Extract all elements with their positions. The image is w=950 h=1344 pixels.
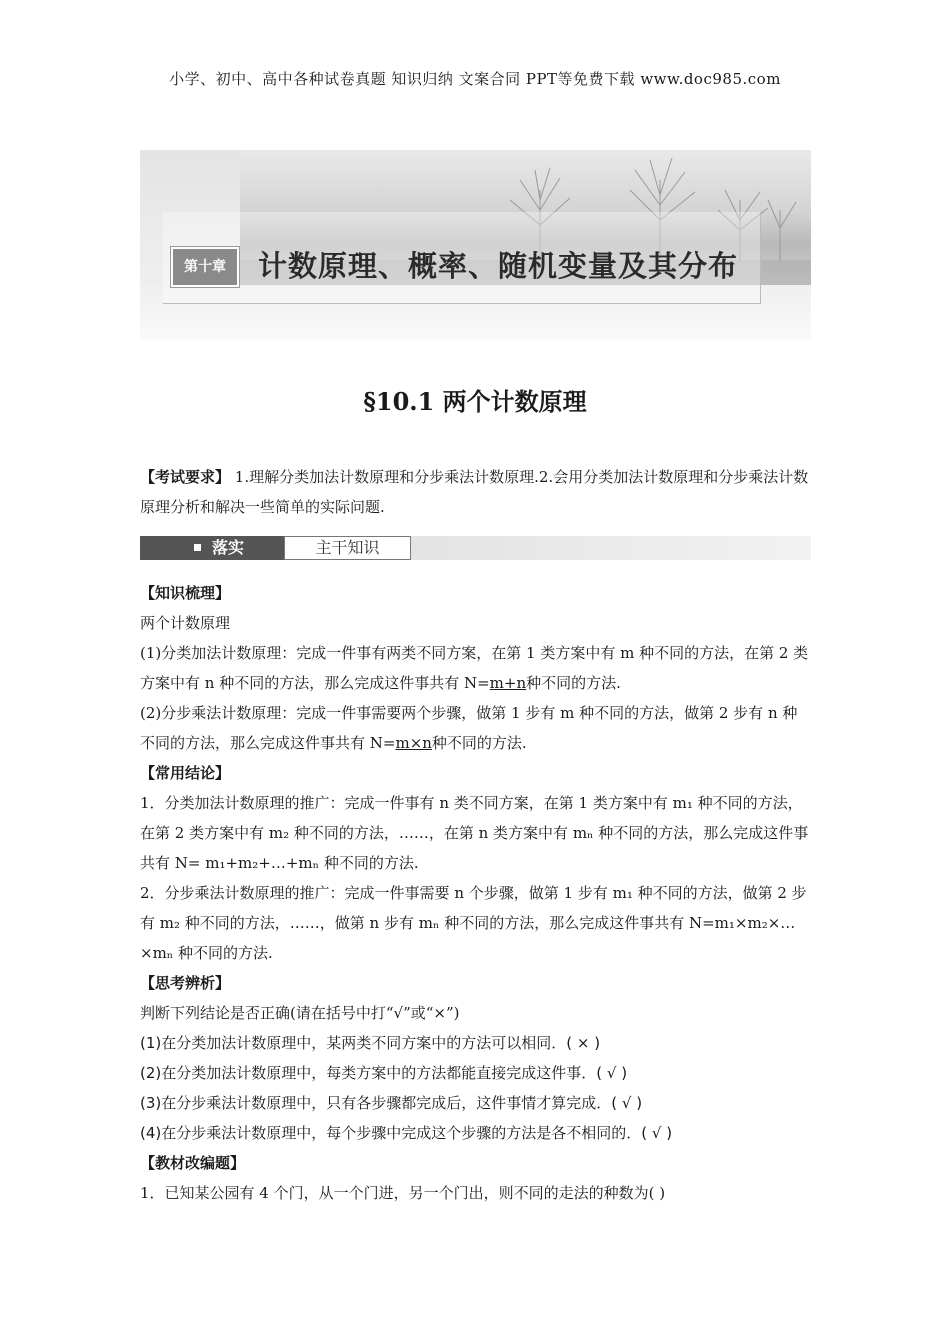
knowledge-p1: [140, 638, 812, 698]
thinking-item: (3)在分步乘法计数原理中，只有各步骤都完成后，这件事情才算完成．( √ ): [140, 1094, 643, 1112]
knowledge-heading: 【知识梳理】: [140, 584, 231, 602]
conclusion-2: 2．分步乘法计数原理的推广：完成一件事需要 n 个步骤，做第 1 步有 m₁ 种不同的方法，做第 2 步有 m₂ 种不同的方法，……，做第 n 步有 mₙ 种不同的方法，那么完成这件事共有 N=m₁×m₂×…×mₙ 种不同的方法.: [140, 884, 807, 962]
page-header: 小学、初中、高中各种试卷真题 知识归纳 文案合同 PPT等免费下载 www.doc985.com: [169, 70, 781, 88]
conclusion-1: 1．分类加法计数原理的推广：完成一件事有 n 类不同方案，在第 1 类方案中有 m₁ 种不同的方法，在第 2 类方案中有 m₂ 种不同的方法，……，在第 n 类方案中有 mₙ 种不同的方法，那么完成这件事共有 N= m₁+m₂+…+mₙ 种不同的方法.: [140, 794, 809, 872]
thinking-item: (2)在分类加法计数原理中，每类方案中的方法都能直接完成这件事．( √ ): [140, 1064, 628, 1082]
section-title: §10.1 两个计数原理: [363, 387, 587, 416]
thinking-item: (1)在分类加法计数原理中，某两类不同方案中的方法可以相同．( × ): [140, 1034, 601, 1052]
bullet-square-icon: [194, 544, 201, 551]
chapter-tag: 第十章: [171, 247, 239, 287]
exam-requirements: [140, 462, 811, 522]
conclusions-heading: 【常用结论】: [140, 764, 231, 782]
p1-tail: 种不同的方法.: [526, 674, 621, 692]
knowledge-p2: [140, 698, 812, 758]
bar-label-zhugan: 主干知识: [284, 536, 411, 560]
textbook-heading: 【教材改编题】: [140, 1154, 246, 1172]
chapter-title: 计数原理、概率、随机变量及其分布: [258, 249, 739, 283]
thinking-intro: 判断下列结论是否正确(请在括号中打“√”或“×”): [140, 1004, 460, 1022]
requirements-label: 【考试要求】: [140, 468, 231, 486]
p1-answer: m+n: [489, 674, 527, 692]
thinking-item: (4)在分步乘法计数原理中，每个步骤中完成这个步骤的方法是各不相同的．( √ ): [140, 1124, 673, 1142]
bar-label-luoshi: 落实: [212, 538, 245, 557]
knowledge-intro: 两个计数原理: [140, 614, 231, 632]
main-content: [140, 578, 812, 1208]
textbook-q1: 1．已知某公园有 4 个门，从一个门进，另一个门出，则不同的走法的种数为( ): [140, 1184, 666, 1202]
thinking-heading: 【思考辨析】: [140, 974, 231, 992]
requirements-text: 1.理解分类加法计数原理和分步乘法计数原理.2.会用分类加法计数原理和分步乘法计数原理分析和解决一些简单的实际问题.: [140, 468, 809, 516]
p2-text: (2)分步乘法计数原理：完成一件事需要两个步骤，做第 1 步有 m 种不同的方法，做第 2 步有 n 种不同的方法，那么完成这件事共有 N=: [140, 704, 798, 752]
p1-text: (1)分类加法计数原理：完成一件事有两类不同方案，在第 1 类方案中有 m 种不同的方法，在第 2 类方案中有 n 种不同的方法，那么完成这件事共有 N=: [140, 644, 809, 692]
p2-tail: 种不同的方法.: [431, 734, 527, 752]
p2-answer: m×n: [395, 734, 432, 752]
